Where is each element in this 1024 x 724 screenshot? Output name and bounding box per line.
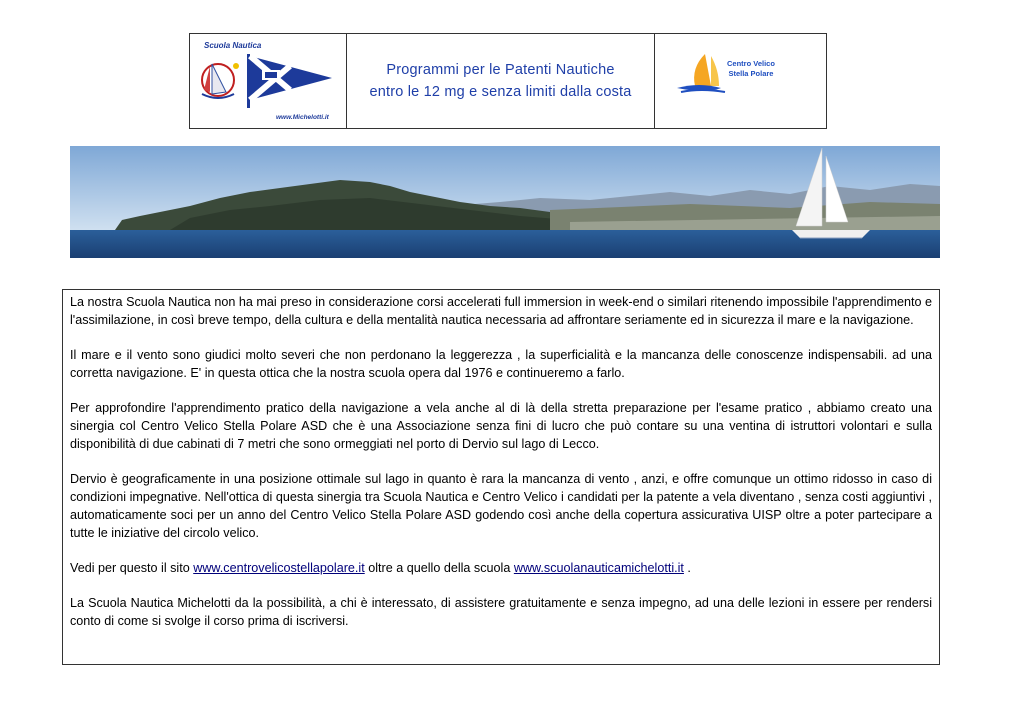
school-logo <box>190 34 347 128</box>
websites-middle: oltre a quello della scuola <box>364 561 514 575</box>
paragraph-dervio: Dervio è geograficamente in una posizione ottimale sul lago in quanto è rara la mancanza di vento , anzi, e offre comunque un ottimo ridosso in caso di condizioni impegnative. Nell'ottica di questa sinergia tra Scuola Nautica e Centro Velico i candidati per la patente a vela diventano , senza costi aggiuntivi , automaticamente soci per un anno del Centro Velico Stella Polare ASD godendo così anche della copertura assicurativa UISP oltre a poter partecipare a tutte le iniziative del circolo velico. <box>70 472 932 540</box>
link-centro-velico[interactable]: www.centrovelicostellapolare.it <box>193 561 365 575</box>
club-logo-graphic <box>655 34 826 130</box>
club-logo <box>655 34 826 128</box>
school-logo-website: www.Michelotti.it <box>276 114 329 121</box>
title-line-2: entro le 12 mg e senza limiti dalla costa <box>369 84 632 100</box>
title-line-1: Programmi per le Patenti Nautiche <box>386 62 615 78</box>
header-table <box>189 33 827 129</box>
coast-panorama-graphic <box>70 146 940 258</box>
websites-prefix: Vedi per questo il sito <box>70 561 194 575</box>
paragraph-sea-wind: Il mare e il vento sono giudici molto severi che non perdonano la leggerezza , la superficialità e la mancanza delle conoscenze indispensabili. ad una corretta navigazione. E' in questa ottica che la nostra scuola opera dal 1976 e continueremo a farlo. <box>70 348 932 380</box>
club-logo-line-1: Centro Velico <box>727 59 775 68</box>
websites-suffix: . <box>683 561 691 575</box>
club-logo-line-2: Stella Polare <box>728 69 774 78</box>
coast-panorama-photo <box>70 146 940 258</box>
link-scuola-nautica[interactable]: www.scuolanauticamichelotti.it <box>513 561 684 575</box>
school-logo-name: Scuola Nautica <box>204 41 262 50</box>
paragraph-intro: La nostra Scuola Nautica non ha mai preso in considerazione corsi accelerati full immersion in week-end o similari ritenendo impossibile l'apprendimento e l'assimilazione, in così breve tempo, della cultura e della mentalità nautica necessaria ad affrontare seriamente ed in sicurezza il mare e la navigazione. <box>70 295 932 327</box>
description-box <box>62 289 940 665</box>
paragraph-free-lesson: La Scuola Nautica Michelotti da la possibilità, a chi è interessato, di assistere gratuitamente e senza impegno, ad una delle lezioni in essere per rendersi conto di come si svolge il corso prima di iscriversi. <box>70 596 932 628</box>
title-cell <box>347 34 655 128</box>
paragraph-synergy: Per approfondire l'apprendimento pratico della navigazione a vela anche al di là della stretta preparazione per l'esame pratico , abbiamo creato una sinergia col Centro Velico Stella Polare ASD che è una Associazione senza fini di lucro che può contare su una ventina di istruttori volontari e sulla disponibilità di due cabinati di 7 metri che sono ormeggiati nel porto di Dervio sul lago di Lecco. <box>70 401 932 451</box>
club-logo-name <box>727 59 775 79</box>
paragraph-websites <box>70 559 932 577</box>
